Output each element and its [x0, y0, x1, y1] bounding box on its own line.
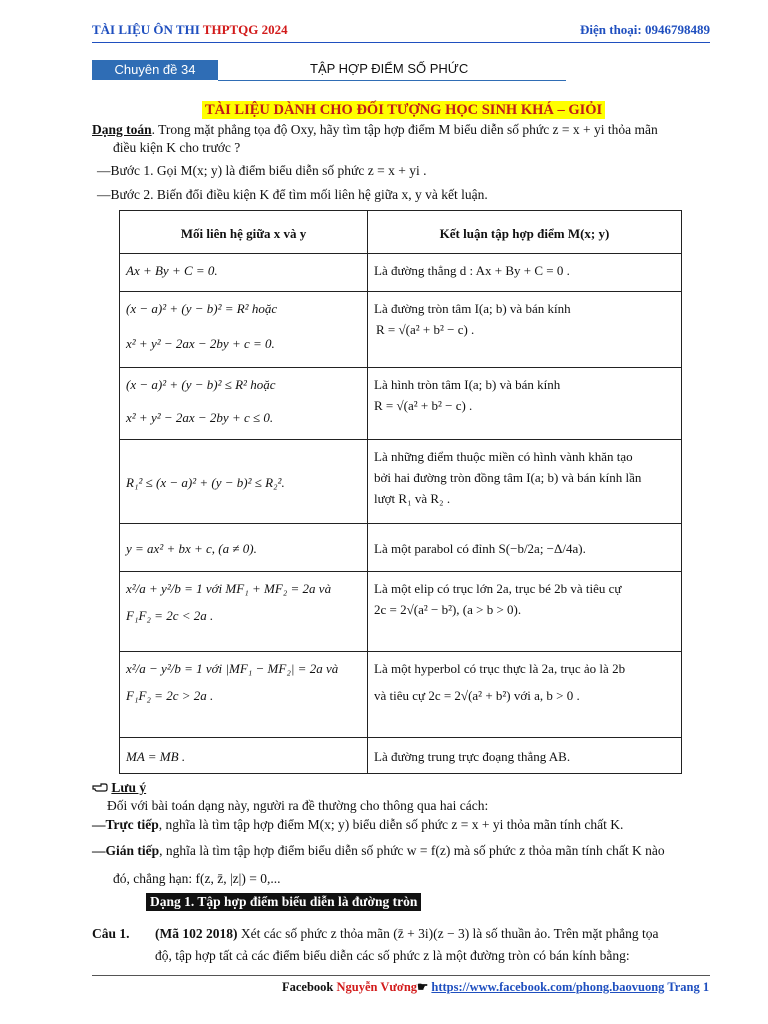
- relation-cell: [120, 440, 368, 524]
- intro-paragraph: [92, 121, 712, 139]
- header-title-prefix: TÀI LIỆU ÔN THI: [92, 22, 203, 37]
- header-title: [92, 22, 288, 38]
- note-heading: [92, 780, 146, 796]
- indirect-text: , nghĩa là tìm tập hợp điểm biểu diễn số phức w = f(z) mà số phức z thỏa mãn tính chất K nào: [159, 843, 665, 858]
- conclusion-line: bởi hai đường tròn đồng tâm I(a; b) và bán kính lần: [374, 470, 642, 485]
- conclusion-cell: [368, 652, 682, 738]
- relation-cell: [120, 524, 368, 572]
- header-phone: Điện thoại: 0946798489: [580, 22, 710, 37]
- conclusion-cell: [368, 254, 682, 292]
- relation-line: (x − a)² + (y − b)² ≤ R² hoặc: [126, 377, 276, 392]
- relation-line: x²/a + y²/b = 1 với MF₁ + MF₂ = 2a và: [126, 581, 332, 596]
- footer-page: Trang 1: [664, 980, 710, 994]
- relation-line: (x − a)² + (y − b)² = R² hoặc: [126, 301, 278, 316]
- relation-cell: [120, 368, 368, 440]
- relation-cell: [120, 738, 368, 774]
- conclusion-line: Là đường tròn tâm I(a; b) và bán kính: [374, 301, 571, 316]
- relation-line: R₁² ≤ (x − a)² + (y − b)² ≤ R₂².: [126, 475, 285, 490]
- relation-table: [119, 210, 682, 774]
- table-row: [120, 292, 682, 368]
- audience-banner: TÀI LIỆU DÀNH CHO ĐỐI TƯỢNG HỌC SINH KHÁ – GIỎI: [202, 101, 605, 119]
- relation-line: Ax + By + C = 0.: [126, 263, 218, 278]
- table-row: [120, 572, 682, 652]
- question-text: [155, 925, 715, 943]
- footer-divider: [92, 975, 710, 976]
- direct-label: —Trực tiếp: [92, 817, 159, 832]
- conclusion-line: lượt R₁ và R₂ .: [374, 491, 451, 506]
- relation-cell: [120, 572, 368, 652]
- conclusion-line: R = √(a² + b² − c) .: [374, 398, 473, 413]
- footer-author: Nguyễn Vương: [336, 980, 418, 994]
- step-1: —Bước 1. Gọi M(x; y) là điểm biểu diễn số phức z = x + yi .: [97, 163, 427, 178]
- relation-line: F₁F₂ = 2c < 2a .: [126, 608, 214, 623]
- footer: [282, 979, 709, 995]
- header-title-year: THPTQG 2024: [202, 22, 288, 37]
- relation-cell: [120, 254, 368, 292]
- chapter-chip: Chuyên đề 34: [92, 60, 218, 80]
- pointing-hand-icon: [92, 780, 108, 796]
- table-row: [120, 368, 682, 440]
- relation-line: y = ax² + bx + c, (a ≠ 0).: [126, 541, 257, 556]
- conclusion-cell: [368, 440, 682, 524]
- footer-link[interactable]: https://www.facebook.com/phong.baovuong: [431, 980, 665, 994]
- pointing-hand-icon: ☛: [417, 980, 429, 994]
- conclusion-line: và tiêu cự 2c = 2√(a² + b²) với a, b > 0 .: [374, 688, 580, 703]
- conclusion-line: Là hình tròn tâm I(a; b) và bán kính: [374, 377, 561, 392]
- section-title: Dạng 1. Tập hợp điểm biểu diễn là đường tròn: [146, 893, 421, 911]
- conclusion-cell: [368, 738, 682, 774]
- relation-line: F₁F₂ = 2c > 2a .: [126, 688, 214, 703]
- table-header-right: Kết luận tập hợp điểm M(x; y): [368, 211, 682, 254]
- relation-cell: [120, 652, 368, 738]
- relation-line: MA = MB .: [126, 749, 186, 764]
- conclusion-line: Là đường trung trực đoạng thẳng AB.: [374, 749, 571, 764]
- conclusion-cell: [368, 368, 682, 440]
- dang-text: . Trong mặt phẳng tọa độ Oxy, hãy tìm tập hợp điểm M biểu diễn số phức z = x + yi thỏa mãn: [151, 122, 658, 137]
- conclusion-line: R = √(a² + b² − c) .: [376, 322, 475, 337]
- conclusion-line: Là một hyperbol có trục thực là 2a, trục ảo là 2b: [374, 661, 626, 676]
- table-row: [120, 738, 682, 774]
- table-row: [120, 652, 682, 738]
- table-row: [120, 254, 682, 292]
- indirect-label: —Gián tiếp: [92, 843, 160, 858]
- table-header-left: Mối liên hệ giữa x và y: [120, 211, 368, 254]
- conclusion-line: Là đường thẳng d : Ax + By + C = 0 .: [374, 263, 570, 278]
- question-text-line-1: Xét các số phức z thỏa mãn (z̄ + 3i)(z − 3) là số thuần ảo. Trên mặt phẳng tọa: [237, 926, 659, 941]
- question-text-line-2: độ, tập hợp tất cả các điểm biểu diễn các số phức z là một đường tròn có bán kính bằng:: [155, 948, 630, 963]
- note-direct: [92, 816, 712, 834]
- note-indirect-example: đó, chẳng hạn: f(z, z̄, |z|) = 0,...: [113, 871, 281, 886]
- topic-underline: [218, 80, 566, 81]
- note-title: Lưu ý: [111, 780, 147, 795]
- step-2: —Bước 2. Biến đổi điều kiện K để tìm mối liên hệ giữa x, y và kết luận.: [97, 187, 488, 202]
- dang-text-continued: điều kiện K cho trước ?: [113, 140, 241, 155]
- conclusion-cell: [368, 572, 682, 652]
- conclusion-line: Là một parabol có đỉnh S(−b/2a; −Δ/4a).: [374, 541, 586, 556]
- table-row: [120, 524, 682, 572]
- conclusion-line: 2c = 2√(a² − b²), (a > b > 0).: [374, 602, 522, 617]
- footer-facebook: Facebook: [282, 980, 337, 994]
- conclusion-line: Là những điểm thuộc miền có hình vành khăn tạo: [374, 449, 633, 464]
- dang-label: Dạng toán: [92, 122, 152, 137]
- note-indirect: [92, 842, 712, 860]
- direct-text: , nghĩa là tìm tập hợp điểm M(x; y) biểu diễn số phức z = x + yi thỏa mãn tính chất K.: [158, 817, 624, 832]
- question-label: Câu 1.: [92, 926, 130, 941]
- relation-line: x² + y² − 2ax − 2by + c ≤ 0.: [126, 410, 274, 425]
- conclusion-cell: [368, 524, 682, 572]
- table-row: [120, 440, 682, 524]
- conclusion-cell: [368, 292, 682, 368]
- relation-line: x²/a − y²/b = 1 với |MF₁ − MF₂| = 2a và: [126, 661, 339, 676]
- relation-line: x² + y² − 2ax − 2by + c = 0.: [126, 336, 275, 351]
- question-source: (Mã 102 2018): [155, 926, 238, 941]
- note-line-1: Đối với bài toán dạng này, người ra đề thường cho thông qua hai cách:: [107, 798, 489, 813]
- table-header-row: [120, 211, 682, 254]
- header-divider: [92, 42, 710, 43]
- relation-cell: [120, 292, 368, 368]
- conclusion-line: Là một elip có trục lớn 2a, trục bé 2b và tiêu cự: [374, 581, 622, 596]
- topic-title: TẬP HỢP ĐIỂM SỐ PHỨC: [310, 61, 469, 76]
